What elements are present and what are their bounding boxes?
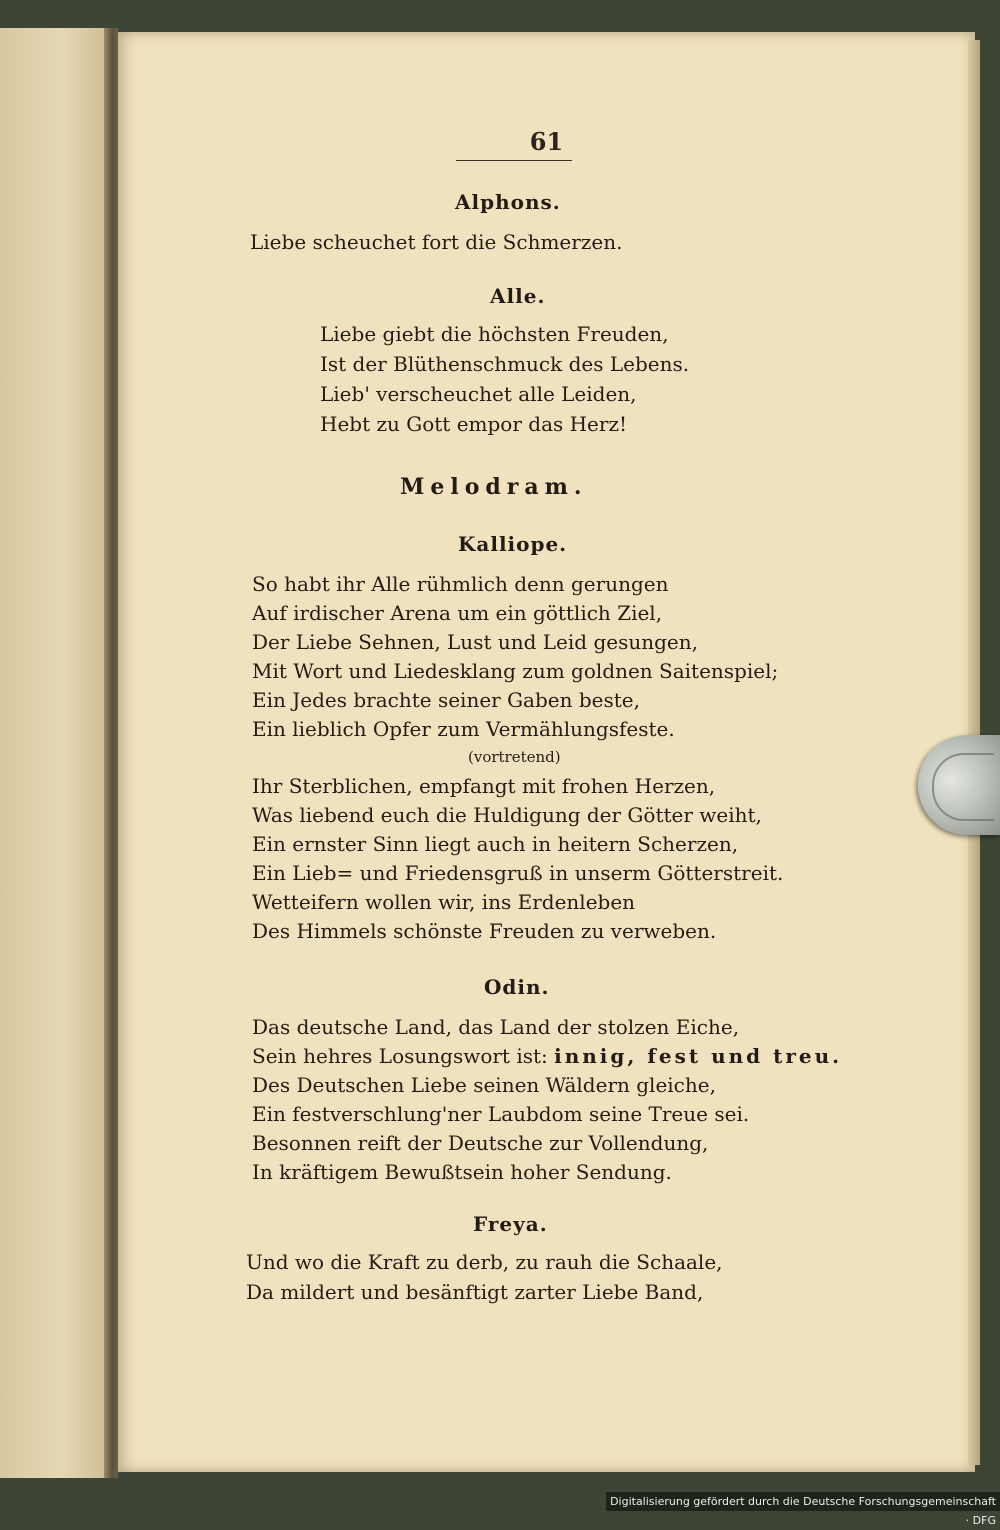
speaker-kalliope: Kalliope. bbox=[458, 532, 568, 556]
speaker-freya: Freya. bbox=[473, 1212, 548, 1236]
verse-line: Das deutsche Land, das Land der stolzen Eiche, bbox=[252, 1015, 740, 1039]
verse-line: Ein Jedes brachte seiner Gaben beste, bbox=[252, 688, 640, 712]
verse-line: Lieb' verscheuchet alle Leiden, bbox=[320, 382, 637, 406]
verse-line: Liebe scheuchet fort die Schmerzen. bbox=[250, 230, 623, 254]
verse-line: Wetteifern wollen wir, ins Erdenleben bbox=[252, 890, 636, 914]
verse-line: Und wo die Kraft zu derb, zu rauh die Schaale, bbox=[246, 1250, 723, 1274]
verse-line bbox=[252, 1044, 842, 1068]
verse-line: Hebt zu Gott empor das Herz! bbox=[320, 412, 628, 436]
left-page-edge bbox=[0, 28, 112, 1478]
verse-line: Ihr Sterblichen, empfangt mit frohen Herzen, bbox=[252, 774, 716, 798]
book-spine bbox=[104, 28, 118, 1478]
verse-line: Auf irdischer Arena um ein göttlich Ziel, bbox=[252, 601, 663, 625]
emphasized-motto: innig, fest und treu. bbox=[554, 1044, 843, 1068]
verse-line: Ein ernster Sinn liegt auch in heitern Scherzen, bbox=[252, 832, 739, 856]
header-rule bbox=[456, 160, 572, 161]
digitization-credit: Digitalisierung gefördert durch die Deutsche Forschungsgemeinschaft · DFG bbox=[606, 1492, 1000, 1511]
verse-line: Da mildert und besänftigt zarter Liebe Band, bbox=[246, 1280, 704, 1304]
verse-line: Des Himmels schönste Freuden zu verweben. bbox=[252, 919, 717, 943]
verse-line: Mit Wort und Liedesklang zum goldnen Saitenspiel; bbox=[252, 659, 779, 683]
speaker-odin: Odin. bbox=[484, 975, 550, 999]
verse-text: Sein hehres Losungswort ist: bbox=[252, 1044, 548, 1068]
verse-line: Was liebend euch die Huldigung der Götter weiht, bbox=[252, 803, 762, 827]
page-number: 61 bbox=[529, 127, 564, 156]
verse-line: Liebe giebt die höchsten Freuden, bbox=[320, 322, 669, 346]
verse-line: Ein festverschlung'ner Laubdom seine Treue sei. bbox=[252, 1102, 750, 1126]
verse-line: Ein lieblich Opfer zum Vermählungsfeste. bbox=[252, 717, 675, 741]
section-title-melodram: Melodram. bbox=[400, 474, 588, 500]
verse-line: Ist der Blüthenschmuck des Lebens. bbox=[320, 352, 690, 376]
verse-line: Ein Lieb= und Friedensgruß in unserm Götterstreit. bbox=[252, 861, 784, 885]
verse-line: Der Liebe Sehnen, Lust und Leid gesungen, bbox=[252, 630, 698, 654]
verse-line: Des Deutschen Liebe seinen Wäldern gleiche, bbox=[252, 1073, 716, 1097]
verse-line: Besonnen reift der Deutsche zur Vollendung, bbox=[252, 1131, 709, 1155]
verse-line: In kräftigem Bewußtsein hoher Sendung. bbox=[252, 1160, 672, 1184]
book-page bbox=[118, 32, 975, 1472]
clip-inner-rim bbox=[932, 753, 994, 821]
speaker-alphons: Alphons. bbox=[455, 190, 561, 214]
stage-direction: (vortretend) bbox=[468, 748, 561, 766]
speaker-alle: Alle. bbox=[490, 284, 546, 308]
verse-line: So habt ihr Alle rühmlich denn gerungen bbox=[252, 572, 669, 596]
